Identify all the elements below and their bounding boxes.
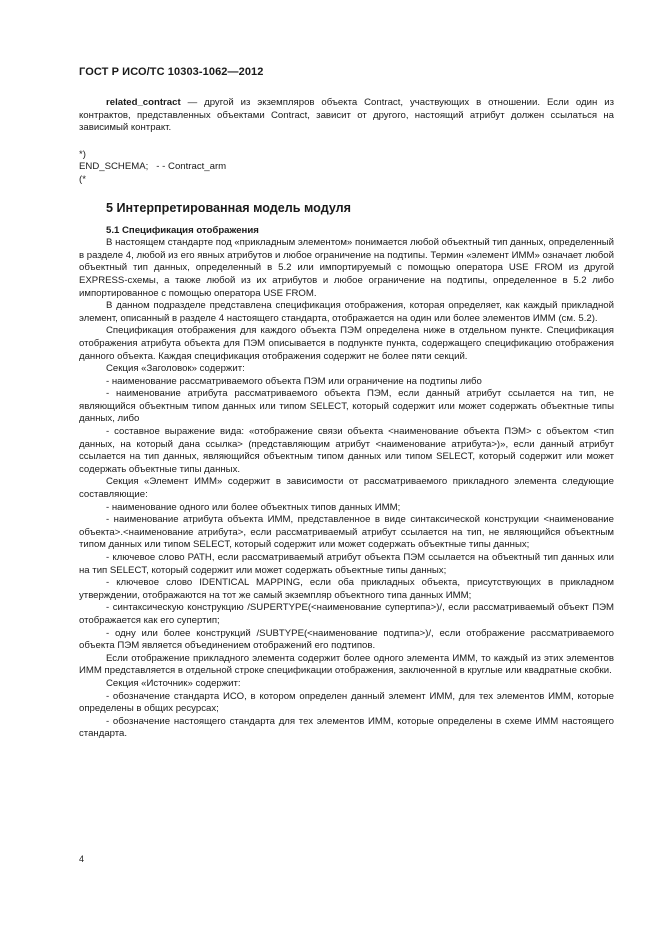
paragraph: Спецификация отображения для каждого объекта ПЭМ определена ниже в отдельном пункте. Спецификация отображения атрибута объекта для ПЭМ описывается в подпункте пункта, содержащего спецификацию отображения данного объекта. Каждая спецификация отображения содержит не более пяти секций. (79, 325, 614, 362)
paragraph: Секция «Источник» содержит: (106, 677, 241, 689)
list-item: - наименование атрибута рассматриваемого объекта ПЭМ, если данный атрибут ссылается на тип, не являющийся объектным типом данных или типом SELECT, который содержит или может содержать объектные типы данных, либо (79, 388, 614, 425)
list-item: - наименование атрибута объекта ИММ, представленное в виде синтаксической конструкции <наименование объекта>.<наименование атрибута>, если рассматриваемый атрибут ссылается на тип, не являющийся объектным типом данных или типом SELECT, который содержит или может содержать объектные типы данных; (79, 514, 614, 551)
attribute-term: related_contract (106, 97, 181, 108)
attribute-text: — другой из экземпляров объекта Contract, участвующих в отношении. Если один из контрактов, представленных объектами Contract, зависит от другого, настоящий атрибут должен ссылаться на зависимый контракт. (79, 97, 614, 134)
list-item: - ключевое слово PATH, если рассматриваемый атрибут объекта ПЭМ ссылается на объектный тип данных или на тип SELECT, который содержит или может содержать объектные типы данных; (79, 552, 614, 576)
section-heading: 5 Интерпретированная модель модуля (106, 200, 352, 215)
subsection-heading: 5.1 Спецификация отображения (106, 224, 259, 236)
page-number: 4 (79, 854, 85, 864)
list-item: - наименование рассматриваемого объекта ПЭМ или ограничение на подтипы либо (106, 375, 482, 387)
list-item: - одну или более конструкций /SUBTYPE(<наименование подтипа>)/, если отображение рассматриваемого объекта ПЭМ является объединением отображений его подтипов. (79, 627, 614, 652)
code-line: *) (79, 148, 86, 160)
paragraph: В данном подразделе представлена спецификация отображения, которая определяет, как каждый прикладной элемент, описанный в разделе 4 настоящего стандарта, отображается на один или более элементов ИММ (см. 5.2). (79, 300, 614, 324)
list-item: - составное выражение вида: «отображение связи объекта <наименование объекта ПЭМ> с объектом <тип данных, на который дана ссылка> (представляющим атрибут <наименование атрибута>)», если данный атрибут ссылается на тип данных, являющийся объектным типом данных или типом SELECT, который содержит или может содержать объектные типы данных. (79, 426, 614, 475)
code-line: (* (79, 173, 86, 185)
page-header: ГОСТ Р ИСО/ТС 10303-1062—2012 (79, 66, 264, 78)
page-content (79, 97, 614, 741)
list-item: - обозначение настоящего стандарта для тех элементов ИММ, которые определены в схеме ИММ настоящего стандарта. (79, 715, 614, 740)
paragraph: Секция «Элемент ИММ» содержит в зависимости от рассматриваемого прикладного элемента следующие составляющие: (79, 476, 614, 501)
paragraph: Если отображение прикладного элемента содержит более одного элемента ИММ, то каждый из этих элементов ИММ представляется в отдельной строке спецификации отображения, заключенной в круглые или квадратные скобки. (79, 652, 614, 677)
paragraph: Секция «Заголовок» содержит: (106, 363, 245, 375)
code-line: END_SCHEMA; - - Contract_arm (79, 161, 227, 173)
list-item: - обозначение стандарта ИСО, в котором определен данный элемент ИММ, для тех элементов ИММ, которые определены в общих ресурсах; (79, 690, 614, 715)
list-item: - ключевое слово IDENTICAL MAPPING, если оба прикладных объекта, присутствующих в прикладном утверждении, отображаются на тот же самый экземпляр объектного типа данных ИММ; (79, 577, 614, 601)
list-item: - синтаксическую конструкцию /SUPERTYPE(<наименование супертипа>)/, если рассматриваемый объект ПЭМ отображается как его супертип; (79, 602, 614, 626)
list-item: - наименование одного или более объектных типов данных ИММ; (106, 501, 401, 513)
paragraph: В настоящем стандарте под «прикладным элементом» понимается любой объектный тип данных, определенный в разделе 4, любой из его явных атрибутов и любое ограничение на подтипы. Термин «элемент ИММ» означает любой объектный тип данных, определенный в 5.2 или импортируемый с помощью оператора USE FROM из другой EXPRESS-схемы, а также любой из их атрибутов и любое ограничение на подтипы, определенное в 5.2 либо импортированное с помощью оператора USE FROM. (79, 237, 614, 299)
attribute-description (79, 97, 614, 135)
